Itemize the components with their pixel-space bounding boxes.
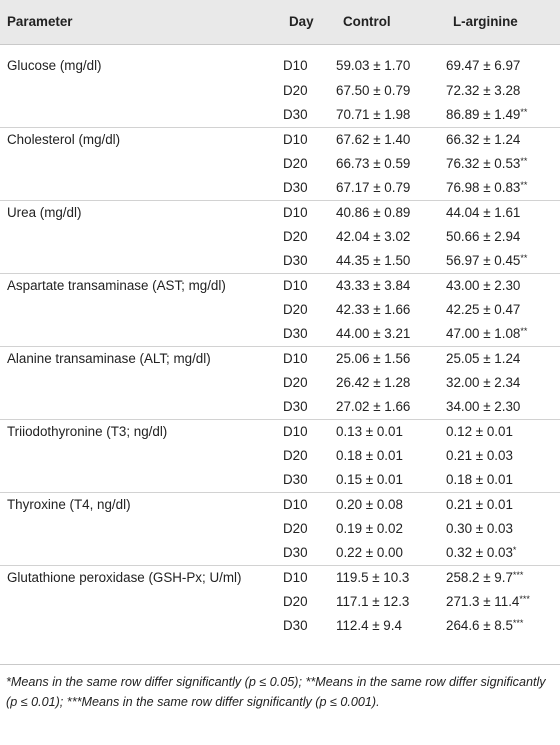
table-row bbox=[0, 200, 560, 225]
significance-marker: *** bbox=[519, 594, 530, 604]
table-row bbox=[0, 565, 560, 590]
cell-l-arginine bbox=[446, 79, 560, 103]
cell-parameter bbox=[0, 614, 282, 638]
cell-day: D10 bbox=[282, 200, 336, 225]
cell-parameter: Cholesterol (mg/dl) bbox=[0, 127, 282, 152]
cell-l-arginine bbox=[446, 614, 560, 638]
l-arginine-value: 25.05 ± 1.24 bbox=[446, 351, 521, 366]
table-row bbox=[0, 468, 560, 493]
cell-day: D20 bbox=[283, 594, 308, 609]
table-row bbox=[0, 152, 560, 176]
cell-parameter bbox=[0, 395, 282, 420]
cell-control: 0.15 ± 0.01 bbox=[336, 472, 403, 487]
cell-day: D10 bbox=[282, 565, 336, 590]
cell-l-arginine bbox=[446, 103, 560, 128]
l-arginine-value: 42.25 ± 0.47 bbox=[446, 302, 521, 317]
header-l-arginine: L-arginine bbox=[446, 0, 560, 44]
cell-l-arginine bbox=[446, 127, 560, 152]
table-row bbox=[0, 444, 560, 468]
cell-control: 0.18 ± 0.01 bbox=[336, 448, 403, 463]
cell-l-arginine bbox=[446, 176, 560, 201]
cell-day: D20 bbox=[283, 302, 308, 317]
cell-control: 26.42 ± 1.28 bbox=[336, 375, 411, 390]
cell-parameter bbox=[0, 152, 282, 176]
l-arginine-value: 0.12 ± 0.01 bbox=[446, 424, 513, 439]
cell-parameter: Glutathione peroxidase (GSH-Px; U/ml) bbox=[0, 565, 282, 590]
cell-l-arginine bbox=[446, 492, 560, 517]
cell-control: 44.00 ± 3.21 bbox=[336, 326, 411, 341]
cell-control: 70.71 ± 1.98 bbox=[336, 107, 411, 122]
table-header-row bbox=[0, 0, 560, 44]
cell-control: 117.1 ± 12.3 bbox=[336, 594, 410, 609]
cell-day: D30 bbox=[283, 472, 308, 487]
table-row bbox=[0, 225, 560, 249]
l-arginine-value: 264.6 ± 8.5 bbox=[446, 618, 513, 633]
significance-marker: *** bbox=[512, 570, 524, 580]
cell-day: D10 bbox=[282, 127, 336, 152]
table-row bbox=[0, 176, 560, 201]
table-row bbox=[0, 322, 560, 347]
cell-parameter bbox=[0, 541, 282, 566]
cell-control: 0.13 ± 0.01 bbox=[336, 419, 446, 444]
cell-parameter bbox=[0, 79, 282, 103]
cell-parameter bbox=[0, 517, 282, 541]
cell-l-arginine bbox=[446, 44, 560, 79]
table-row bbox=[0, 346, 560, 371]
cell-control: 119.5 ± 10.3 bbox=[336, 565, 446, 590]
cell-control: 42.33 ± 1.66 bbox=[336, 302, 411, 317]
cell-parameter bbox=[0, 103, 282, 128]
cell-control: 40.86 ± 0.89 bbox=[336, 200, 446, 225]
cell-l-arginine bbox=[446, 541, 560, 566]
cell-control: 67.17 ± 0.79 bbox=[336, 180, 411, 195]
cell-day: D30 bbox=[283, 545, 308, 560]
cell-day: D10 bbox=[282, 273, 336, 298]
cell-day: D20 bbox=[283, 521, 308, 536]
table-row bbox=[0, 541, 560, 566]
cell-parameter bbox=[0, 298, 282, 322]
cell-l-arginine bbox=[446, 419, 560, 444]
cell-l-arginine bbox=[446, 395, 560, 420]
l-arginine-value: 56.97 ± 0.45 bbox=[446, 253, 521, 268]
significance-marker: *** bbox=[512, 618, 524, 628]
l-arginine-value: 44.04 ± 1.61 bbox=[446, 205, 521, 220]
table-row bbox=[0, 273, 560, 298]
cell-day: D30 bbox=[283, 180, 308, 195]
l-arginine-value: 0.21 ± 0.01 bbox=[446, 497, 513, 512]
cell-control: 66.73 ± 0.59 bbox=[336, 156, 411, 171]
cell-day: D10 bbox=[282, 346, 336, 371]
l-arginine-value: 69.47 ± 6.97 bbox=[446, 58, 521, 73]
table-row bbox=[0, 395, 560, 420]
l-arginine-value: 32.00 ± 2.34 bbox=[446, 375, 521, 390]
l-arginine-value: 0.21 ± 0.03 bbox=[446, 448, 513, 463]
cell-control: 67.62 ± 1.40 bbox=[336, 127, 446, 152]
cell-parameter bbox=[0, 322, 282, 347]
cell-l-arginine bbox=[446, 565, 560, 590]
cell-control: 25.06 ± 1.56 bbox=[336, 346, 446, 371]
cell-l-arginine bbox=[446, 346, 560, 371]
l-arginine-value: 76.32 ± 0.53 bbox=[446, 156, 521, 171]
cell-day: D20 bbox=[283, 83, 308, 98]
cell-l-arginine bbox=[446, 225, 560, 249]
table-row bbox=[0, 249, 560, 274]
cell-parameter bbox=[0, 590, 282, 614]
cell-parameter: Thyroxine (T4, ng/dl) bbox=[0, 492, 282, 517]
l-arginine-value: 50.66 ± 2.94 bbox=[446, 229, 521, 244]
table-row bbox=[0, 517, 560, 541]
significance-marker: ** bbox=[520, 107, 528, 117]
table-row bbox=[0, 590, 560, 614]
cell-parameter: Glucose (mg/dl) bbox=[7, 58, 102, 73]
table-row bbox=[0, 492, 560, 517]
l-arginine-value: 0.30 ± 0.03 bbox=[446, 521, 513, 536]
l-arginine-value: 86.89 ± 1.49 bbox=[446, 107, 521, 122]
table-row bbox=[0, 614, 560, 638]
cell-day: D30 bbox=[283, 107, 308, 122]
footnote: *Means in the same row differ significantly (p ≤ 0.05); **Means in the same row differ significantly (p ≤ 0.01); ***Means in the same row differ significantly (p ≤ 0.001). bbox=[0, 664, 560, 712]
cell-parameter: Alanine transaminase (ALT; mg/dl) bbox=[0, 346, 282, 371]
cell-parameter bbox=[0, 176, 282, 201]
cell-parameter bbox=[0, 249, 282, 274]
table-row bbox=[0, 44, 560, 79]
l-arginine-value: 271.3 ± 11.4 bbox=[446, 594, 520, 609]
cell-day: D30 bbox=[283, 253, 308, 268]
cell-parameter: Aspartate transaminase (AST; mg/dl) bbox=[0, 273, 282, 298]
table-row bbox=[0, 298, 560, 322]
cell-day: D10 bbox=[282, 419, 336, 444]
cell-day: D30 bbox=[283, 618, 308, 633]
cell-day: D20 bbox=[283, 375, 308, 390]
cell-control: 27.02 ± 1.66 bbox=[336, 399, 411, 414]
cell-day: D20 bbox=[283, 448, 308, 463]
table-row bbox=[0, 419, 560, 444]
cell-l-arginine bbox=[446, 200, 560, 225]
cell-l-arginine bbox=[446, 273, 560, 298]
cell-l-arginine bbox=[446, 590, 560, 614]
significance-marker: ** bbox=[520, 326, 528, 336]
l-arginine-value: 258.2 ± 9.7 bbox=[446, 570, 513, 585]
cell-parameter bbox=[0, 468, 282, 493]
header-parameter: Parameter bbox=[0, 0, 282, 44]
cell-l-arginine bbox=[446, 322, 560, 347]
l-arginine-value: 0.32 ± 0.03 bbox=[446, 545, 513, 560]
cell-parameter: Triiodothyronine (T3; ng/dl) bbox=[0, 419, 282, 444]
cell-day: D10 bbox=[282, 492, 336, 517]
significance-marker: ** bbox=[520, 156, 528, 166]
cell-l-arginine bbox=[446, 371, 560, 395]
l-arginine-value: 47.00 ± 1.08 bbox=[446, 326, 521, 341]
cell-l-arginine bbox=[446, 152, 560, 176]
table-body bbox=[0, 44, 560, 638]
cell-control: 112.4 ± 9.4 bbox=[336, 618, 402, 633]
cell-control: 59.03 ± 1.70 bbox=[336, 58, 411, 73]
l-arginine-value: 43.00 ± 2.30 bbox=[446, 278, 521, 293]
cell-control: 67.50 ± 0.79 bbox=[336, 83, 411, 98]
l-arginine-value: 34.00 ± 2.30 bbox=[446, 399, 521, 414]
cell-l-arginine bbox=[446, 468, 560, 493]
cell-parameter bbox=[0, 444, 282, 468]
cell-l-arginine bbox=[446, 249, 560, 274]
table-row bbox=[0, 103, 560, 128]
significance-marker: * bbox=[512, 545, 517, 555]
cell-day: D20 bbox=[283, 229, 308, 244]
l-arginine-value: 66.32 ± 1.24 bbox=[446, 132, 521, 147]
table-row bbox=[0, 79, 560, 103]
l-arginine-value: 72.32 ± 3.28 bbox=[446, 83, 521, 98]
cell-day: D30 bbox=[283, 399, 308, 414]
cell-day: D10 bbox=[283, 58, 308, 73]
cell-parameter: Urea (mg/dl) bbox=[0, 200, 282, 225]
significance-marker: ** bbox=[520, 253, 528, 263]
table-row bbox=[0, 127, 560, 152]
cell-day: D30 bbox=[283, 326, 308, 341]
cell-control: 44.35 ± 1.50 bbox=[336, 253, 411, 268]
header-day: Day bbox=[282, 0, 336, 44]
cell-day: D20 bbox=[283, 156, 308, 171]
l-arginine-value: 0.18 ± 0.01 bbox=[446, 472, 513, 487]
table-row bbox=[0, 371, 560, 395]
cell-control: 43.33 ± 3.84 bbox=[336, 273, 446, 298]
cell-parameter bbox=[0, 371, 282, 395]
cell-control: 42.04 ± 3.02 bbox=[336, 229, 411, 244]
cell-l-arginine bbox=[446, 517, 560, 541]
cell-parameter bbox=[0, 225, 282, 249]
cell-l-arginine bbox=[446, 444, 560, 468]
cell-l-arginine bbox=[446, 298, 560, 322]
cell-control: 0.20 ± 0.08 bbox=[336, 492, 446, 517]
cell-control: 0.22 ± 0.00 bbox=[336, 545, 403, 560]
header-control: Control bbox=[336, 0, 446, 44]
l-arginine-value: 76.98 ± 0.83 bbox=[446, 180, 521, 195]
cell-control: 0.19 ± 0.02 bbox=[336, 521, 403, 536]
significance-marker: ** bbox=[520, 180, 528, 190]
